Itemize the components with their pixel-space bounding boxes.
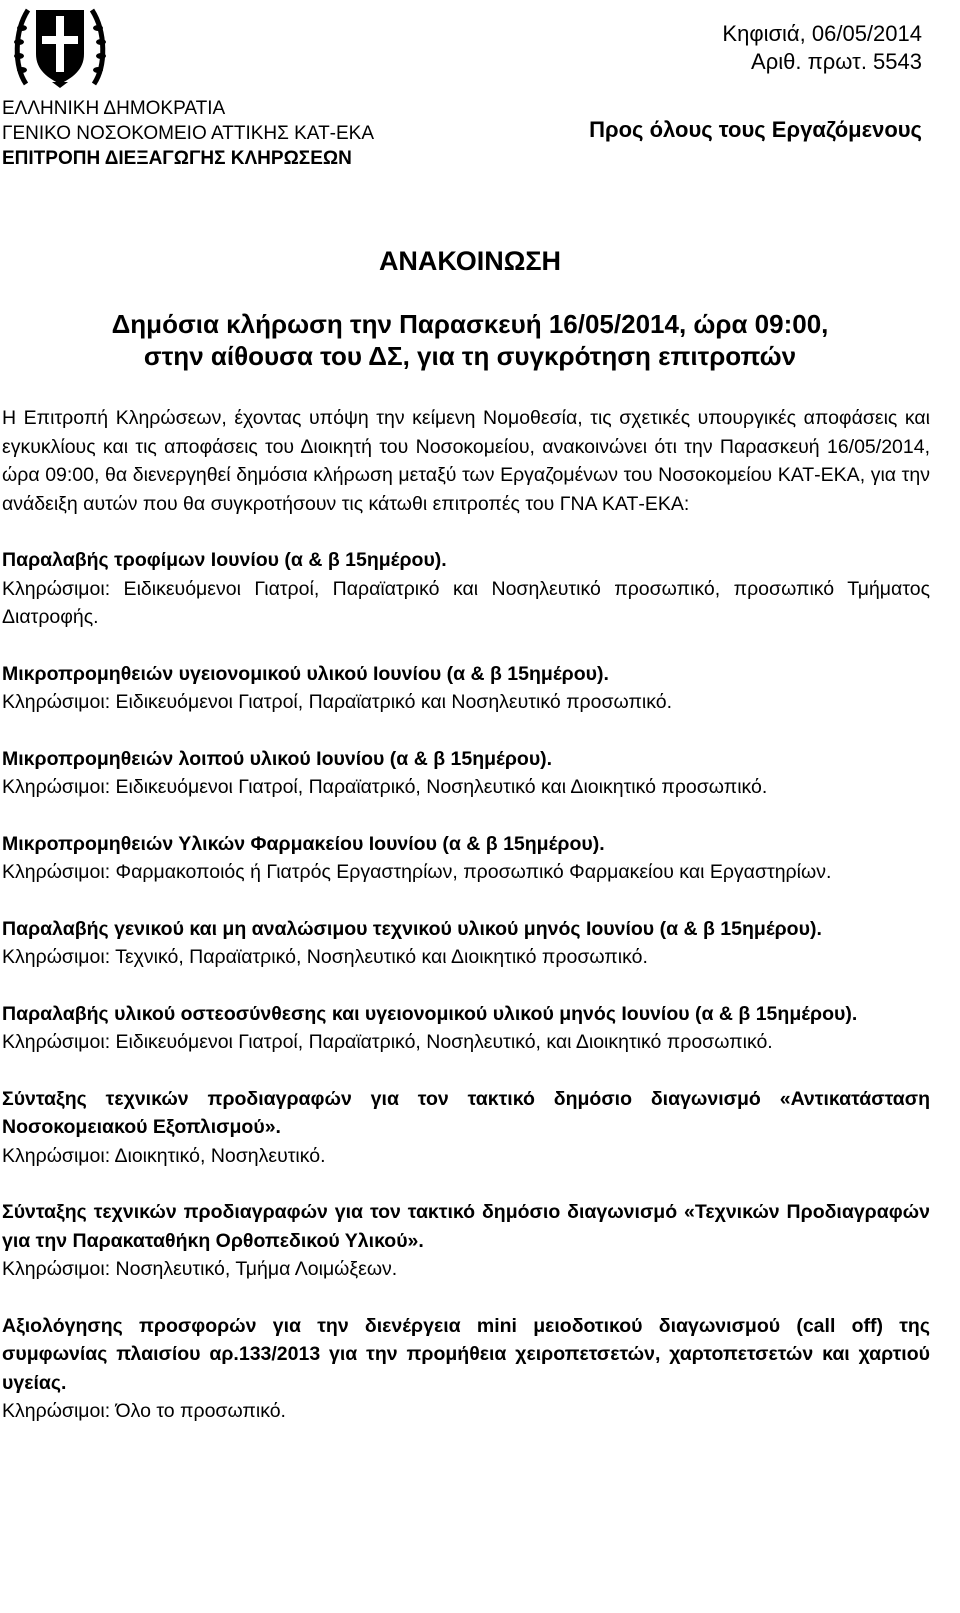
org-line-3: ΕΠΙΤΡΟΠΗ ΔΙΕΞΑΓΩΓΗΣ ΚΛΗΡΩΣΕΩΝ xyxy=(2,148,352,169)
committee-eligible-staff: Κληρώσιμοι: Νοσηλευτικό, Τμήμα Λοιμώξεων. xyxy=(2,1258,398,1280)
letterhead xyxy=(0,0,960,200)
committee-item xyxy=(2,1312,930,1426)
committee-list xyxy=(2,546,930,1426)
recipients: Προς όλους τους Εργαζόμενους xyxy=(589,117,922,142)
committee-title: Παραλαβής τροφίμων Ιουνίου (α & β 15ημέρου). xyxy=(2,549,447,571)
committee-title: Αξιολόγησης προσφορών για την διενέργεια mini μειοδοτικού διαγωνισμού (call off) της συμφωνίας πλαισίου αρ.133/2013 για την προμήθεια χειροπετσετών, χαρτοπετσετών και χαρτιού υγείας. xyxy=(2,1314,930,1394)
place-date: Κηφισιά, 06/05/2014 xyxy=(722,21,922,46)
committee-title: Σύνταξης τεχνικών προδιαγραφών για τον τακτικό δημόσιο διαγωνισμό «Αντικατάσταση Νοσοκομειακού Εξοπλισμού». xyxy=(2,1087,930,1138)
greek-coat-of-arms-icon xyxy=(12,0,108,96)
committee-item xyxy=(2,830,930,887)
committee-item xyxy=(2,546,930,632)
subject-line-1: Δημόσια κλήρωση την Παρασκευή 16/05/2014, ώρα 09:00, xyxy=(111,309,829,339)
committee-title: Μικροπρομηθειών λοιπού υλικού Ιουνίου (α & β 15ημέρου). xyxy=(2,747,553,770)
announcement-subject xyxy=(0,308,940,372)
committee-eligible-staff: Κληρώσιμοι: Τεχνικό, Παραϊατρικό, Νοσηλευτικό και Διοικητικό προσωπικό. xyxy=(2,946,648,968)
document-meta xyxy=(722,20,922,76)
subject-line-2: στην αίθουσα του ΔΣ, για τη συγκρότηση επιτροπών xyxy=(143,341,797,371)
committee-eligible-staff: Κληρώσιμοι: Διοικητικό, Νοσηλευτικό. xyxy=(2,1144,326,1167)
intro-paragraph: Η Επιτροπή Κληρώσεων, έχοντας υπόψη την κείμενη Νομοθεσία, τις σχετικές υπουργικές αποφάσεις και εγκυκλίους και τις αποφάσεις του Διοικητή του Νοσοκομείου, ανακοινώνει ότι την Παρασκευή 16/05/2014, ώρα 09:00, θα διενεργηθεί δημόσια κλήρωση μεταξύ των Εργαζομένων του Νοσοκομείου ΚΑΤ-ΕΚΑ, για την ανάδειξη αυτών που θα συγκροτήσουν τις κάτωθι επιτροπές του ΓΝΑ ΚΑΤ-ΕΚΑ: xyxy=(2,407,930,515)
document-body xyxy=(2,404,930,1454)
committee-item xyxy=(2,1198,930,1284)
committee-title: Παραλαβής γενικού και μη αναλώσιμου τεχνικού υλικού μηνός Ιουνίου (α & β 15ημέρου). xyxy=(2,917,822,940)
org-line-1: ΕΛΛΗΝΙΚΗ ΔΗΜΟΚΡΑΤΙΑ xyxy=(2,98,226,119)
announcement-heading: ΑΝΑΚΟΙΝΩΣΗ xyxy=(378,246,562,276)
committee-eligible-staff: Κληρώσιμοι: Ειδικευόμενοι Γιατροί, Παραϊατρικό, Νοσηλευτικό και Διοικητικό προσωπικό. xyxy=(2,776,768,798)
committee-eligible-staff: Κληρώσιμοι: Φαρμακοποιός ή Γιατρός Εργαστηρίων, προσωπικό Φαρμακείου και Εργαστηρίων. xyxy=(2,861,832,883)
committee-eligible-staff: Κληρώσιμοι: Ειδικευόμενοι Γιατροί, Παραϊατρικό, Νοσηλευτικό, και Διοικητικό προσωπικό. xyxy=(2,1031,773,1053)
committee-item xyxy=(2,1085,930,1171)
committee-item xyxy=(2,915,930,972)
committee-title: Σύνταξης τεχνικών προδιαγραφών για τον τακτικό δημόσιο διαγωνισμό «Τεχνικών Προδιαγραφών για την Παρακαταθήκη Ορθοπεδικού Υλικού». xyxy=(2,1201,930,1252)
protocol-number: Αριθ. πρωτ. 5543 xyxy=(751,49,922,74)
committee-title: Μικροπρομηθειών υγειονομικού υλικού Ιουνίου (α & β 15ημέρου). xyxy=(2,662,609,685)
committee-eligible-staff: Κληρώσιμοι: Ειδικευόμενοι Γιατροί, Παραϊατρικό και Νοσηλευτικό προσωπικό, προσωπικό Τμήματος Διατροφής. xyxy=(2,577,930,628)
committee-title: Παραλαβής υλικού οστεοσύνθεσης και υγειονομικού υλικού μηνός Ιουνίου (α & β 15ημέρου). xyxy=(2,1002,858,1025)
issuing-organization xyxy=(2,96,374,171)
committee-item xyxy=(2,1000,930,1057)
committee-item xyxy=(2,660,930,717)
committee-eligible-staff: Κληρώσιμοι: Ειδικευόμενοι Γιατροί, Παραϊατρικό και Νοσηλευτικό προσωπικό. xyxy=(2,691,673,713)
committee-eligible-staff: Κληρώσιμοι: Όλο το προσωπικό. xyxy=(2,1400,286,1422)
committee-title: Μικροπρομηθειών Υλικών Φαρμακείου Ιουνίου (α & β 15ημέρου). xyxy=(2,832,605,855)
org-line-2: ΓΕΝΙΚΟ ΝΟΣΟΚΟΜΕΙΟ ΑΤΤΙΚΗΣ ΚΑΤ-ΕΚΑ xyxy=(2,123,375,144)
committee-item xyxy=(2,745,930,802)
